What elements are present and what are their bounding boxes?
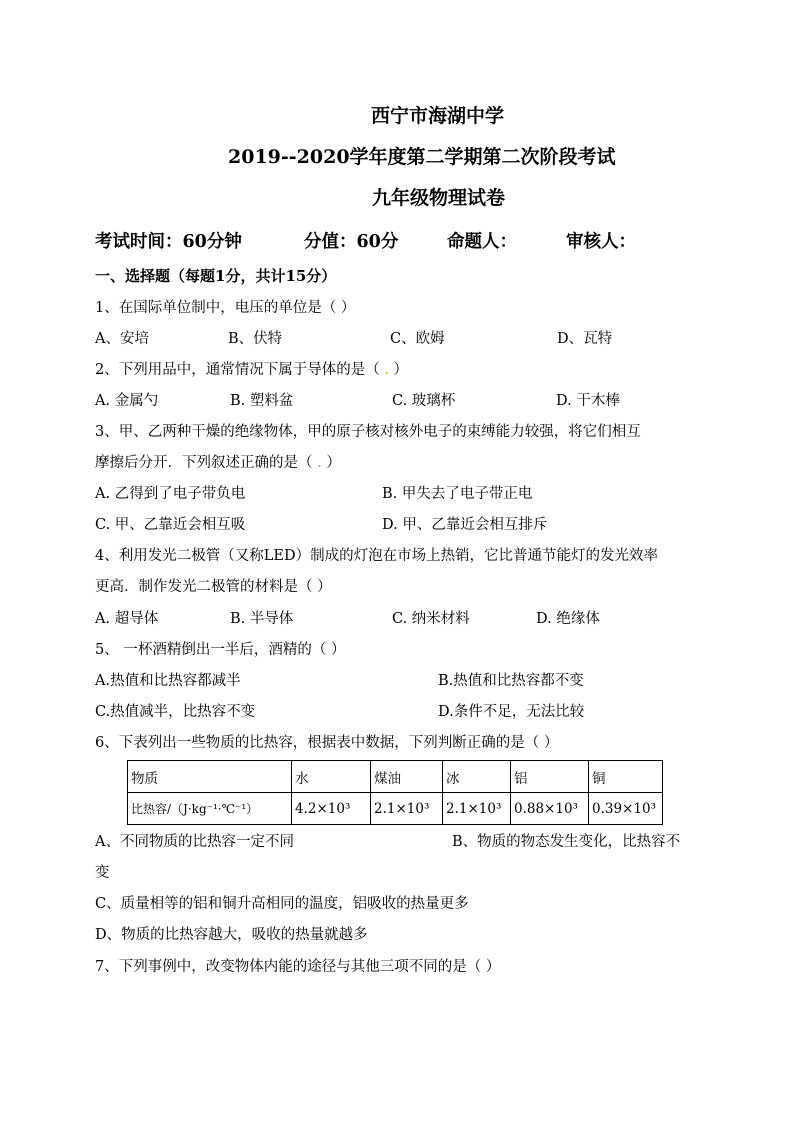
exam-time: 考试时间：60分钟: [95, 232, 242, 252]
table-cell: 物质: [128, 761, 292, 793]
question-4-option-b: B. 半导体: [230, 611, 294, 627]
section-title: 一、选择题（每题1分，共计15分）: [95, 267, 337, 285]
table-row: [128, 793, 663, 825]
table-cell: 水: [292, 761, 371, 793]
table-cell: 2.1×10³: [443, 793, 511, 825]
question-2-stem: 2、下列用品中，通常情况下属于导体的是（ . ）: [95, 362, 409, 378]
question-4-option-c: C. 纳米材料: [392, 611, 470, 627]
table-cell: 0.39×10³: [589, 793, 663, 825]
table-cell: 2.1×10³: [371, 793, 443, 825]
question-1-option-a: A、安培: [95, 331, 149, 347]
subject-title: 九年级物理试卷: [372, 187, 506, 209]
table-row: [128, 761, 663, 793]
question-6-option-b: B、物质的物态发生变化，比热容不: [452, 834, 681, 850]
exam-author: 命题人：: [447, 232, 517, 252]
specific-heat-table: [127, 760, 663, 825]
question-6-option-d: D、物质的比热容越大，吸收的热量就越多: [95, 927, 368, 943]
question-6-option-c: C、质量相等的铝和铜升高相同的温度，铝吸收的热量更多: [95, 896, 469, 912]
question-2-option-b: B. 塑料盆: [230, 393, 294, 409]
question-5-option-b: B.热值和比热容都不变: [438, 673, 584, 689]
question-1-option-c: C、欧姆: [390, 331, 445, 347]
question-3-option-c: C. 甲、乙靠近会相互吸: [95, 517, 246, 533]
question-5-option-c: C.热值减半，比热容不变: [95, 704, 256, 720]
question-1-option-b: B、伏特: [228, 331, 283, 347]
question-1-stem: 1、在国际单位制中，电压的单位是（ ）: [95, 300, 356, 316]
question-6-stem: 6、下表列出一些物质的比热容，根据表中数据，下列判断正确的是（ ）: [95, 735, 559, 751]
table-cell: 比热容/（J·kg⁻¹·℃⁻¹）: [128, 793, 292, 825]
table-cell: 4.2×10³: [292, 793, 371, 825]
question-4-option-d: D. 绝缘体: [536, 611, 600, 627]
exam-reviewer: 审核人：: [566, 232, 636, 252]
question-3-option-d: D. 甲、乙靠近会相互排斥: [382, 517, 548, 533]
question-4-stem-line1: 4、利用发光二极管（又称LED）制成的灯泡在市场上热销，它比普通节能灯的发光效率: [95, 548, 659, 564]
question-6-option-b-cont: 变: [95, 865, 110, 881]
question-5-option-a: A.热值和比热容都减半: [95, 673, 241, 689]
table-cell: 铜: [589, 761, 663, 793]
question-6-option-a: A、不同物质的比热容一定不同: [95, 834, 294, 850]
exam-title: 2019--2020学年度第二学期第二次阶段考试: [228, 146, 616, 168]
question-3-stem-line1: 3、甲、乙两种干燥的绝缘物体，甲的原子核对核外电子的束缚能力较强，将它们相互: [95, 424, 641, 440]
question-3-option-a: A. 乙得到了电子带负电: [95, 486, 246, 502]
question-5-stem: 5、 一杯酒精倒出一半后，酒精的（ ）: [95, 642, 346, 658]
question-3-option-b: B. 甲失去了电子带正电: [382, 486, 533, 502]
question-7-stem: 7、下列事例中，改变物体内能的途径与其他三项不同的是（ ）: [95, 959, 501, 975]
table-cell: 煤油: [371, 761, 443, 793]
exam-score: 分值：60分: [304, 232, 399, 252]
question-3-stem-line2: 摩擦后分开．下列叙述正确的是（ . ）: [95, 455, 341, 471]
question-1-option-d: D、瓦特: [557, 331, 613, 347]
question-4-option-a: A. 超导体: [95, 611, 159, 627]
table-cell: 铝: [511, 761, 589, 793]
question-2-option-a: A. 金属勺: [95, 393, 159, 409]
question-2-option-c: C. 玻璃杯: [392, 393, 456, 409]
question-2-option-d: D. 干木棒: [556, 393, 620, 409]
table-cell: 0.88×10³: [511, 793, 589, 825]
question-4-stem-line2: 更高．制作发光二极管的材料是（ ）: [95, 579, 332, 595]
question-5-option-d: D.条件不足，无法比较: [438, 704, 585, 720]
school-title: 西宁市海湖中学: [371, 105, 505, 127]
table-cell: 冰: [443, 761, 511, 793]
